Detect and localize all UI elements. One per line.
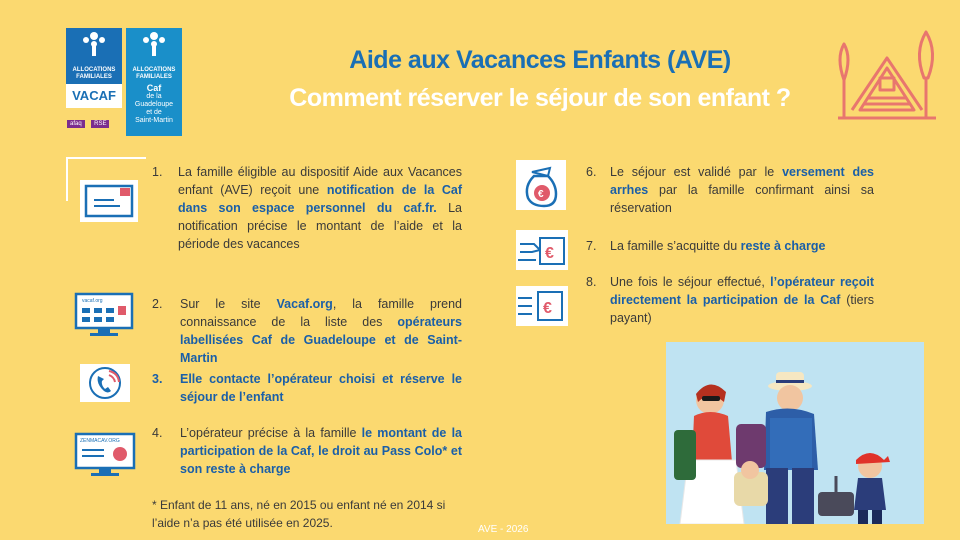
svg-text:€: € [545,245,554,262]
caf-logos [66,28,182,136]
euro-transfer-icon [516,286,568,326]
chalet-icon [832,28,942,128]
envelope-icon [80,180,138,222]
family-illustration-image [666,342,924,524]
euro-payment-icon [516,230,568,270]
step-number: 3. [152,372,163,386]
caf-logo-line2: FAMILIALES [136,74,172,80]
step-highlight: l’opérateur reçoit directement la participation de la Caf [610,275,874,307]
step-highlight: opérateurs labellisées Caf de Guadeloupe et de Saint-Martin [180,315,462,365]
caf-logo-line1: ALLOCATIONS [132,67,176,73]
vacaf-logo-line1: ALLOCATIONS [72,67,116,73]
vacaf-wordmark: VACAF [66,84,122,108]
vacaf-logo [66,28,122,108]
vacaf-logo-line2: FAMILIALES [76,74,112,80]
caf-logo-region-3: et de [146,109,162,116]
svg-text:€: € [538,189,544,200]
step-number: 7. [586,239,597,253]
page-subtitle: Comment réserver le séjour de son enfant ? [289,84,791,112]
step-number: 6. [586,165,597,179]
decorative-line [66,157,146,159]
afaq-badge: afaq [67,120,85,128]
caf-guadeloupe-logo [126,28,182,136]
caf-logo-region-4: Saint-Martin [135,117,173,124]
step-text: La famille éligible au dispositif Aide aux Vacances enfant (AVE) reçoit une [178,165,462,197]
decorative-line-vertical [66,157,68,201]
family-tree-icon [66,28,122,62]
step-text: (tiers payant) [610,293,874,325]
website-screen-icon [74,292,134,338]
step-highlight: reste à charge [740,239,826,253]
step-number: 2. [152,297,163,311]
certification-badges [66,112,122,136]
step-text: , la famille prend connaissance de la liste des [180,297,462,329]
caf-logo-name: Caf [146,83,162,93]
step-text: L’opérateur précise à la famille [180,426,362,440]
family-tree-icon [126,28,182,62]
footnote: * Enfant de 11 ans, né en 2015 ou enfant né en 2014 si l’aide n’a pas été utilisée en 2025. [152,498,446,530]
step-highlight: le montant de la participation de la Caf, le droit au Pass Colo* et son reste à charge [180,426,462,476]
step-text: par la famille confirmant ainsi sa réservation [610,183,874,215]
step-6 [586,163,874,217]
step-1 [152,163,462,253]
footer-text: AVE - 2026 [478,524,529,535]
step-highlight: Elle contacte l’opérateur choisi et réserve le séjour de l’enfant [180,372,462,404]
step-highlight: versement des arrhes [610,165,874,197]
step-text: Le séjour est validé par le [610,165,783,179]
step-4 [152,424,462,478]
step-number: 4. [152,426,163,440]
step-number: 1. [152,165,163,179]
step-3 [152,370,462,406]
phone-call-icon [80,364,130,402]
svg-text:€: € [543,300,552,317]
step-text: La notification précise le montant de l’aide et la période des vacances [178,201,462,251]
step-highlight: Vacaf.org [276,297,333,311]
page-title: Aide aux Vacances Enfants (AVE) [349,46,731,74]
step-text: Une fois le séjour effectué, [610,275,771,289]
screen-label: vacaf.org [82,298,103,304]
screen-label: ZENMACAV.ORG [80,438,120,444]
caf-logo-region-1: de la [146,93,162,100]
step-number: 8. [586,275,597,289]
family-travel-illustration [666,342,924,524]
computer-screen-icon [74,432,136,478]
step-highlight: notification de la Caf dans son espace personnel du caf.fr. [178,183,462,215]
step-2 [152,295,462,367]
rse-badge: RSE [91,120,109,128]
step-8 [586,273,874,327]
step-text: Sur le site [180,297,277,311]
step-text: La famille s’acquitte du [610,239,741,253]
caf-logo-region-2: Guadeloupe [134,101,174,108]
money-bag-euro-icon [516,160,566,210]
step-7 [586,237,874,255]
